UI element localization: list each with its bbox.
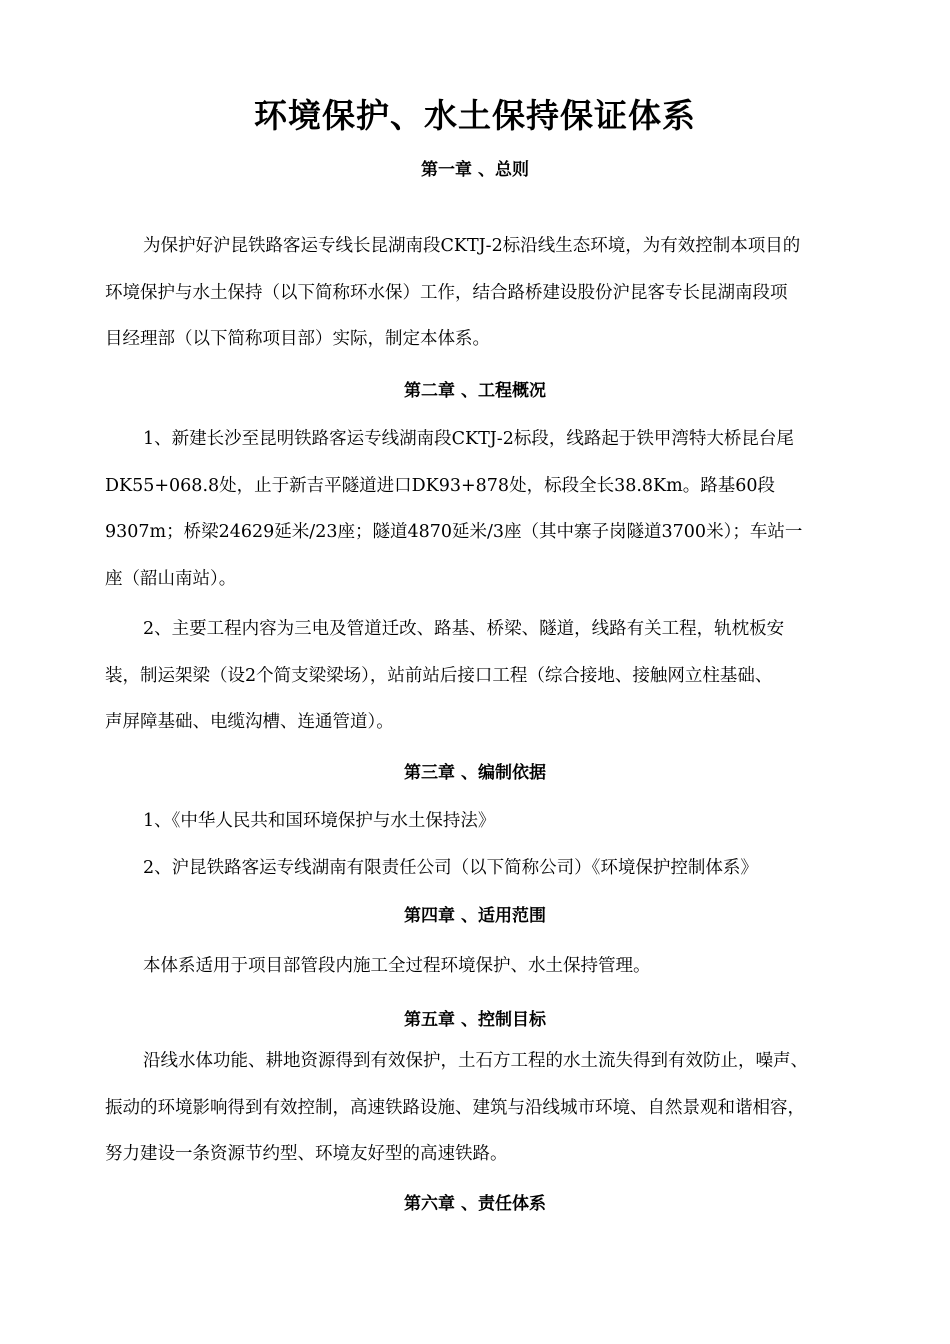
chapter-3-item-1 bbox=[105, 798, 865, 845]
chapter-5-line-1: 沿线水体功能、耕地资源得到有效保护，土石方工程的水土流失得到有效防止，噪声、 bbox=[143, 1051, 808, 1071]
chapter-2-item-1-line-2: DK55+068.8处，止于新吉平隧道进口DK93+878处，标段全长38.8Km。路基60段 bbox=[105, 475, 775, 496]
chapter-1-line-1: 为保护好沪昆铁路客运专线长昆湖南段CKTJ-2标沿线生态环境，为有效控制本项目的 bbox=[143, 236, 801, 256]
chapter-4-paragraph bbox=[105, 943, 865, 990]
chapter-1-heading: 第一章 、总则 bbox=[421, 160, 529, 180]
chapter-3-heading: 第三章 、编制依据 bbox=[404, 763, 546, 783]
document-title: 环境保护、水土保持保证体系 bbox=[254, 96, 696, 135]
chapter-1-paragraph bbox=[105, 223, 865, 363]
chapter-2-item-2-line-1: 2、主要工程内容为三电及管道迁改、路基、桥梁、隧道，线路有关工程，轨枕板安 bbox=[143, 619, 785, 639]
chapter-4-text: 本体系适用于项目部管段内施工全过程环境保护、水土保持管理。 bbox=[143, 956, 651, 976]
chapter-1-line-2: 环境保护与水土保持（以下简称环水保）工作，结合路桥建设股份沪昆客专长昆湖南段项 bbox=[105, 282, 788, 303]
chapter-1-line-3: 目经理部（以下简称项目部）实际，制定本体系。 bbox=[105, 329, 490, 349]
chapter-2-item-2-line-2: 装，制运架梁（设2个简支梁梁场），站前站后接口工程（综合接地、接触网立柱基础、 bbox=[105, 665, 773, 686]
chapter-2-item-2-line-3: 声屏障基础、电缆沟槽、连通管道）。 bbox=[105, 712, 394, 732]
chapter-2-item-1 bbox=[105, 416, 865, 602]
chapter-2-item-1-line-3: 9307m；桥梁24629延米/23座；隧道4870延米/3座（其中寨子岗隧道3700米）；车站一 bbox=[105, 522, 803, 542]
chapter-3-item-2 bbox=[105, 845, 865, 892]
chapter-2-item-1-line-4: 座（韶山南站）。 bbox=[105, 568, 237, 589]
chapter-2-item-2 bbox=[105, 606, 865, 746]
chapter-3-item-1-text: 1、《中华人民共和国环境保护与水土保持法》 bbox=[143, 811, 496, 831]
chapter-2-heading: 第二章 、工程概况 bbox=[404, 381, 546, 401]
chapter-2-item-1-line-1: 1、新建长沙至昆明铁路客运专线湖南段CKTJ-2标段，线路起于铁甲湾特大桥昆台尾 bbox=[143, 429, 794, 449]
chapter-5-line-3: 努力建设一条资源节约型、环境友好型的高速铁路。 bbox=[105, 1144, 508, 1164]
chapter-5-line-2: 振动的环境影响得到有效控制，高速铁路设施、建筑与沿线城市环境、自然景观和谐相容， bbox=[105, 1097, 805, 1118]
chapter-6-heading: 第六章 、责任体系 bbox=[404, 1194, 546, 1214]
chapter-5-heading: 第五章 、控制目标 bbox=[404, 1010, 546, 1030]
chapter-5-paragraph bbox=[105, 1038, 865, 1178]
chapter-3-item-2-text: 2、沪昆铁路客运专线湖南有限责任公司（以下简称公司）《环境保护控制体系》 bbox=[143, 858, 758, 878]
chapter-4-heading: 第四章 、适用范围 bbox=[404, 906, 546, 926]
